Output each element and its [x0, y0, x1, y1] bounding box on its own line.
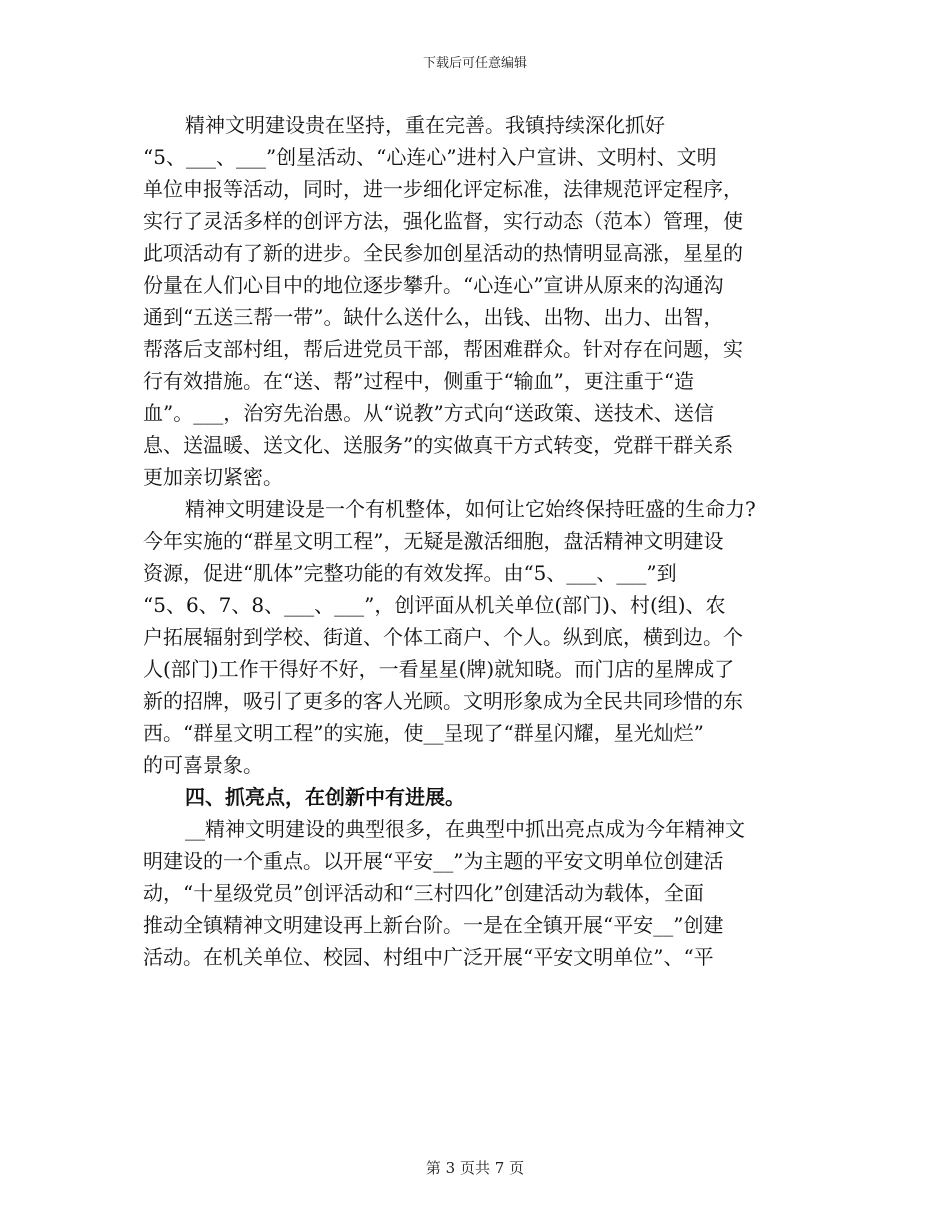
text-line: 此项活动有了新的进步。全民参加创星活动的热情明显高涨，星星的	[143, 241, 743, 265]
text-line: 活动。在机关单位、校园、村组中广泛开展“平安文明单位”、“平	[143, 945, 714, 969]
text-line: 帮落后支部村组，帮后进党员干部，帮困难群众。针对存在问题，实	[143, 337, 743, 361]
text-line: 份量在人们心目中的地位逐步攀升。“心连心”宣讲从原来的沟通沟	[143, 273, 724, 297]
text-line: 息、送温暖、送文化、送服务”的实做真干方式转变，党群干群关系	[143, 433, 734, 457]
text-line: 人(部门)工作干得好不好，一看星星(牌)就知晓。而门店的星牌成了	[143, 657, 735, 681]
text-line: 动，“十星级党员”创评活动和“三村四化”创建活动为载体，全面	[143, 881, 704, 905]
page-footer: 第 3 页共 7 页	[425, 1159, 525, 1177]
text-line: 新的招牌，吸引了更多的客人光顾。文明形象成为全民共同珍惜的东	[143, 689, 743, 713]
document-body	[143, 110, 808, 974]
page-header: 下载后可任意编辑	[422, 56, 527, 71]
text-line: “5、___、___”创星活动、“心连心”进村入户宣讲、文明村、文明	[143, 145, 717, 169]
text-line: 更加亲切紧密。	[143, 465, 283, 489]
text-line: 户拓展辐射到学校、街道、个体工商户、个人。纵到底，横到边。个	[143, 625, 743, 649]
text-line: 推动全镇精神文明建设再上新台阶。一是在全镇开展“平安__”创建	[143, 913, 724, 937]
text-line: 行有效措施。在“送、帮”过程中，侧重于“输血”，更注重于“造	[143, 369, 695, 393]
text-line: 的可喜景象。	[143, 753, 263, 777]
text-line: 今年实施的“群星文明工程”，无疑是激活细胞，盘活精神文明建设	[143, 529, 724, 553]
text-line: 精神文明建设贵在坚持，重在完善。我镇持续深化抓好	[185, 113, 665, 137]
text-line: 精神文明建设是一个有机整体，如何让它始终保持旺盛的生命力?	[185, 497, 756, 521]
text-line: 单位申报等活动，同时，进一步细化评定标准，法律规范评定程序，	[143, 177, 743, 201]
text-line: 通到“五送三帮一带”。缺什么送什么，出钱、出物、出力、出智，	[143, 305, 724, 329]
text-line: 血”。___，治穷先治愚。从“说教”方式向“送政策、送技术、送信	[143, 401, 714, 425]
text-line: __精神文明建设的典型很多，在典型中抓出亮点成为今年精神文	[185, 817, 745, 841]
text-line: 明建设的一个重点。以开展“平安__”为主题的平安文明单位创建活	[143, 849, 724, 873]
section-heading: 四、抓亮点，在创新中有进展。	[185, 785, 465, 809]
text-line: 西。“群星文明工程”的实施，使__呈现了“群星闪耀，星光灿烂”	[143, 721, 704, 745]
text-line: 实行了灵活多样的创评方法，强化监督，实行动态（范本）管理，使	[143, 209, 743, 233]
text-line: 资源，促进“肌体”完整功能的有效发挥。由“5、___、___”到	[143, 561, 677, 585]
text-line: “5、6、7、8、___、___”，创评面从机关单位(部门)、村(组)、农	[143, 593, 726, 617]
